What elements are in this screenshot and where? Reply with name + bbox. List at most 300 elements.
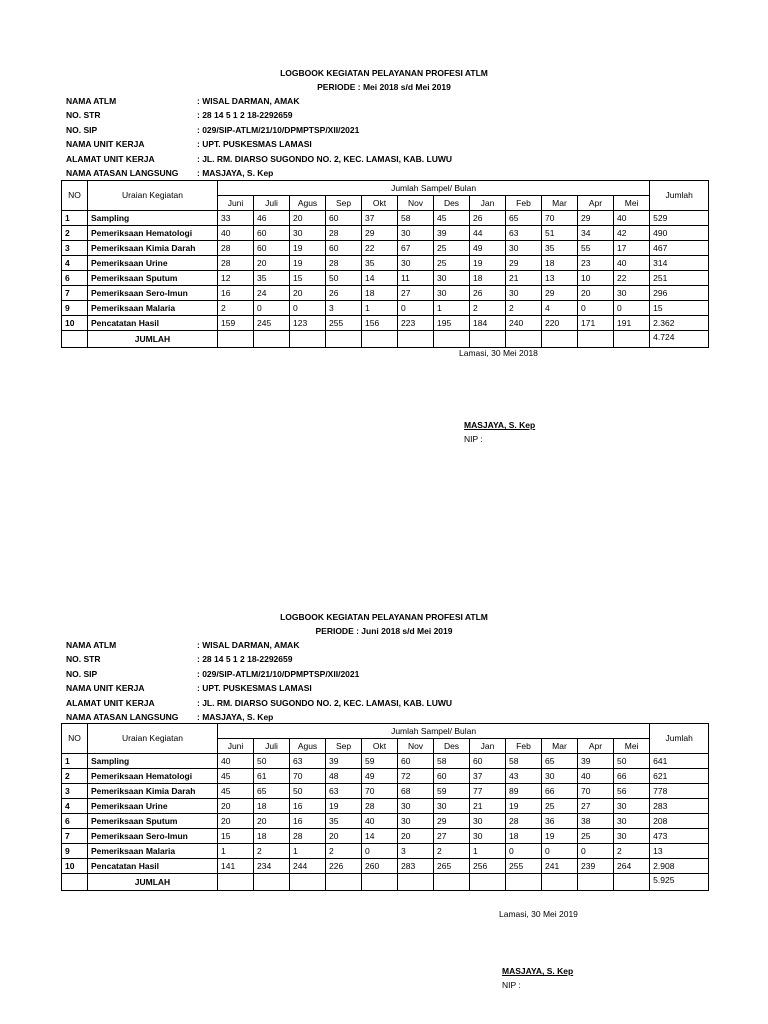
total-empty	[542, 874, 578, 891]
month-value: 20	[290, 286, 326, 301]
signer-name: MASJAYA, S. Kep	[502, 966, 574, 976]
info-value: : UPT. PUSKESMAS LAMASI	[197, 139, 312, 150]
total-empty	[290, 874, 326, 891]
header-jumlah-sampel: Jumlah Sampel/ Bulan	[218, 724, 650, 739]
month-value: 49	[362, 769, 398, 784]
header-jumlah: Jumlah	[650, 724, 709, 754]
month-value: 25	[542, 799, 578, 814]
total-empty	[578, 331, 614, 348]
month-value: 255	[326, 316, 362, 331]
month-value: 39	[326, 754, 362, 769]
month-value: 28	[326, 256, 362, 271]
month-value: 2	[614, 844, 650, 859]
month-value: 2	[470, 301, 506, 316]
info-value: : MASJAYA, S. Kep	[197, 168, 274, 178]
total-empty	[326, 331, 362, 348]
row-total: 2.908	[650, 859, 709, 874]
row-number: 10	[62, 316, 88, 331]
month-value: 20	[290, 211, 326, 226]
row-total: 283	[650, 799, 709, 814]
month-value: 30	[398, 226, 434, 241]
row-total: 314	[650, 256, 709, 271]
month-value: 28	[326, 226, 362, 241]
signature-place-date: Lamasi, 30 Mei 2018	[459, 348, 538, 358]
month-value: 70	[542, 211, 578, 226]
month-value: 241	[542, 859, 578, 874]
total-empty	[398, 331, 434, 348]
month-value: 28	[290, 829, 326, 844]
month-value: 35	[254, 271, 290, 286]
month-value: 20	[326, 829, 362, 844]
month-value: 63	[506, 226, 542, 241]
month-value: 4	[542, 301, 578, 316]
month-value: 240	[506, 316, 542, 331]
month-value: 36	[542, 814, 578, 829]
month-value: 1	[434, 301, 470, 316]
row-activity: Pemeriksaan Hematologi	[88, 226, 218, 241]
month-value: 70	[362, 784, 398, 799]
month-value: 50	[290, 784, 326, 799]
month-value: 159	[218, 316, 254, 331]
info-row	[66, 669, 359, 679]
month-value: 40	[218, 226, 254, 241]
month-value: 3	[326, 301, 362, 316]
month-value: 234	[254, 859, 290, 874]
month-value: 63	[290, 754, 326, 769]
header-no: NO	[62, 181, 88, 211]
month-value: 19	[506, 799, 542, 814]
info-value: : 28 14 5 1 2 18-2292659	[197, 110, 293, 121]
month-value: 58	[506, 754, 542, 769]
month-value: 40	[362, 814, 398, 829]
table-row	[62, 754, 709, 769]
month-value: 18	[362, 286, 398, 301]
row-total: 529	[650, 211, 709, 226]
total-empty	[470, 874, 506, 891]
total-empty	[254, 874, 290, 891]
total-empty	[506, 331, 542, 348]
row-activity: Pemeriksaan Sero-Imun	[88, 286, 218, 301]
month-header: Jan	[470, 739, 506, 754]
total-label: JUMLAH	[88, 331, 218, 348]
month-value: 58	[434, 754, 470, 769]
table-row	[62, 814, 709, 829]
signer-nip: NIP :	[464, 434, 483, 444]
month-value: 18	[254, 799, 290, 814]
total-empty	[62, 331, 88, 348]
month-value: 26	[470, 286, 506, 301]
month-value: 67	[398, 241, 434, 256]
table-row	[62, 784, 709, 799]
month-value: 30	[470, 814, 506, 829]
info-value: : 28 14 5 1 2 18-2292659	[197, 654, 293, 665]
month-value: 45	[218, 769, 254, 784]
total-empty	[542, 331, 578, 348]
month-header: Agus	[290, 196, 326, 211]
month-value: 2	[254, 844, 290, 859]
row-number: 1	[62, 754, 88, 769]
month-value: 19	[326, 799, 362, 814]
month-value: 61	[254, 769, 290, 784]
info-value: : WISAL DARMAN, AMAK	[197, 96, 300, 106]
month-header: Juli	[254, 196, 290, 211]
row-number: 3	[62, 241, 88, 256]
month-value: 65	[254, 784, 290, 799]
row-activity: Pemeriksaan Sputum	[88, 271, 218, 286]
month-value: 30	[434, 271, 470, 286]
month-value: 44	[470, 226, 506, 241]
row-number: 10	[62, 859, 88, 874]
month-header: Mar	[542, 196, 578, 211]
month-value: 30	[398, 814, 434, 829]
info-value: : 029/SIP-ATLM/21/10/DPMPTSP/XII/2021	[197, 124, 360, 135]
header-jumlah: Jumlah	[650, 181, 709, 211]
month-value: 60	[434, 769, 470, 784]
month-value: 0	[290, 301, 326, 316]
month-value: 59	[434, 784, 470, 799]
month-value: 1	[362, 301, 398, 316]
month-value: 30	[614, 814, 650, 829]
table-row	[62, 316, 709, 331]
header-jumlah-sampel: Jumlah Sampel/ Bulan	[218, 181, 650, 196]
month-value: 60	[470, 754, 506, 769]
month-value: 0	[542, 844, 578, 859]
month-value: 2	[218, 301, 254, 316]
row-activity: Pemeriksaan Sero-Imun	[88, 829, 218, 844]
row-activity: Pemeriksaan Malaria	[88, 301, 218, 316]
total-empty	[362, 331, 398, 348]
month-value: 11	[398, 271, 434, 286]
month-value: 171	[578, 316, 614, 331]
month-header: Juli	[254, 739, 290, 754]
month-value: 24	[254, 286, 290, 301]
month-value: 195	[434, 316, 470, 331]
info-row	[66, 125, 359, 135]
month-value: 30	[542, 769, 578, 784]
month-value: 18	[254, 829, 290, 844]
total-label: JUMLAH	[88, 874, 218, 891]
month-value: 30	[434, 286, 470, 301]
total-row	[62, 874, 709, 891]
month-value: 30	[614, 799, 650, 814]
month-value: 264	[614, 859, 650, 874]
month-value: 1	[290, 844, 326, 859]
row-number: 2	[62, 226, 88, 241]
table-row	[62, 241, 709, 256]
grand-total: 4.724	[650, 331, 709, 348]
month-value: 37	[362, 211, 398, 226]
signer-nip: NIP :	[502, 980, 521, 990]
table-row	[62, 769, 709, 784]
info-value: : UPT. PUSKESMAS LAMASI	[197, 683, 312, 694]
month-value: 239	[578, 859, 614, 874]
month-value: 22	[362, 241, 398, 256]
month-value: 40	[578, 769, 614, 784]
month-value: 20	[218, 799, 254, 814]
month-value: 33	[218, 211, 254, 226]
month-value: 27	[434, 829, 470, 844]
row-total: 15	[650, 301, 709, 316]
month-value: 22	[614, 271, 650, 286]
month-value: 0	[614, 301, 650, 316]
info-label: NAMA ATASAN LANGSUNG	[66, 168, 179, 178]
grand-total: 5.925	[650, 874, 709, 891]
month-header: Mei	[614, 739, 650, 754]
info-row	[66, 139, 312, 149]
month-value: 60	[254, 241, 290, 256]
info-label: NO. STR	[66, 654, 101, 665]
month-value: 18	[542, 256, 578, 271]
logbook-period: PERIODE : Mei 2018 s/d Mei 2019	[317, 82, 451, 92]
month-header: Nov	[398, 739, 434, 754]
month-value: 30	[398, 799, 434, 814]
month-value: 60	[254, 226, 290, 241]
month-header: Nov	[398, 196, 434, 211]
month-header: Agus	[290, 739, 326, 754]
month-value: 256	[470, 859, 506, 874]
month-header: Apr	[578, 739, 614, 754]
month-value: 20	[254, 814, 290, 829]
month-value: 13	[542, 271, 578, 286]
table-row	[62, 829, 709, 844]
row-total: 2.362	[650, 316, 709, 331]
row-activity: Pemeriksaan Kimia Darah	[88, 784, 218, 799]
month-value: 2	[326, 844, 362, 859]
row-activity: Pemeriksaan Sputum	[88, 814, 218, 829]
row-number: 1	[62, 211, 88, 226]
row-number: 2	[62, 769, 88, 784]
total-empty	[578, 874, 614, 891]
table-row	[62, 844, 709, 859]
header-row	[62, 724, 709, 739]
month-value: 19	[542, 829, 578, 844]
total-empty	[290, 331, 326, 348]
month-value: 14	[362, 271, 398, 286]
table-row	[62, 286, 709, 301]
month-value: 65	[506, 211, 542, 226]
month-value: 255	[506, 859, 542, 874]
info-label: NO. SIP	[66, 668, 98, 679]
month-value: 0	[578, 301, 614, 316]
info-row	[66, 96, 299, 106]
table-row	[62, 859, 709, 874]
month-value: 0	[506, 844, 542, 859]
month-value: 220	[542, 316, 578, 331]
month-value: 58	[398, 211, 434, 226]
month-value: 30	[614, 829, 650, 844]
month-value: 2	[506, 301, 542, 316]
month-value: 30	[398, 256, 434, 271]
month-value: 60	[398, 754, 434, 769]
month-value: 0	[398, 301, 434, 316]
total-empty	[614, 874, 650, 891]
month-value: 25	[578, 829, 614, 844]
month-value: 29	[578, 211, 614, 226]
row-total: 641	[650, 754, 709, 769]
month-value: 40	[614, 256, 650, 271]
row-number: 9	[62, 844, 88, 859]
month-header: Feb	[506, 739, 542, 754]
month-value: 156	[362, 316, 398, 331]
month-value: 68	[398, 784, 434, 799]
month-value: 29	[542, 286, 578, 301]
total-empty	[326, 874, 362, 891]
month-value: 50	[326, 271, 362, 286]
month-value: 48	[326, 769, 362, 784]
month-value: 14	[362, 829, 398, 844]
header-uraian: Uraian Kegiatan	[88, 724, 218, 754]
row-total: 778	[650, 784, 709, 799]
signer-name: MASJAYA, S. Kep	[464, 420, 536, 430]
month-value: 1	[470, 844, 506, 859]
total-empty	[62, 874, 88, 891]
info-label: NAMA UNIT KERJA	[66, 139, 145, 150]
month-value: 0	[254, 301, 290, 316]
row-activity: Pencatatan Hasil	[88, 316, 218, 331]
month-value: 16	[218, 286, 254, 301]
month-value: 21	[470, 799, 506, 814]
row-number: 4	[62, 799, 88, 814]
month-value: 25	[434, 256, 470, 271]
info-label: NO. STR	[66, 110, 101, 121]
month-value: 25	[434, 241, 470, 256]
header-row	[62, 181, 709, 196]
month-value: 283	[398, 859, 434, 874]
row-number: 9	[62, 301, 88, 316]
month-header: Mei	[614, 196, 650, 211]
logbook-table	[61, 180, 709, 348]
month-value: 89	[506, 784, 542, 799]
info-value: : JL. RM. DIARSO SUGONDO NO. 2, KEC. LAMASI, KAB. LUWU	[197, 153, 453, 164]
month-value: 20	[254, 256, 290, 271]
month-value: 46	[254, 211, 290, 226]
month-value: 27	[578, 799, 614, 814]
info-row	[66, 683, 312, 693]
month-value: 35	[326, 814, 362, 829]
row-activity: Sampling	[88, 211, 218, 226]
info-value: : JL. RM. DIARSO SUGONDO NO. 2, KEC. LAMASI, KAB. LUWU	[197, 697, 453, 708]
month-value: 10	[578, 271, 614, 286]
month-header: Des	[434, 739, 470, 754]
month-value: 20	[218, 814, 254, 829]
row-activity: Pemeriksaan Urine	[88, 256, 218, 271]
month-value: 39	[578, 754, 614, 769]
month-value: 226	[326, 859, 362, 874]
month-value: 18	[470, 271, 506, 286]
month-value: 223	[398, 316, 434, 331]
row-activity: Sampling	[88, 754, 218, 769]
row-activity: Pemeriksaan Malaria	[88, 844, 218, 859]
month-value: 3	[398, 844, 434, 859]
month-value: 39	[434, 226, 470, 241]
info-value: : MASJAYA, S. Kep	[197, 712, 274, 722]
month-value: 65	[542, 754, 578, 769]
month-value: 28	[218, 241, 254, 256]
month-value: 12	[218, 271, 254, 286]
month-value: 191	[614, 316, 650, 331]
info-label: NAMA ATASAN LANGSUNG	[66, 712, 179, 722]
month-value: 16	[290, 799, 326, 814]
month-value: 70	[290, 769, 326, 784]
month-value: 35	[362, 256, 398, 271]
month-value: 42	[614, 226, 650, 241]
table-row	[62, 256, 709, 271]
month-value: 19	[290, 241, 326, 256]
month-value: 20	[398, 829, 434, 844]
row-number: 7	[62, 286, 88, 301]
month-header: Okt	[362, 739, 398, 754]
month-value: 244	[290, 859, 326, 874]
month-value: 16	[290, 814, 326, 829]
month-value: 29	[362, 226, 398, 241]
info-label: NAMA UNIT KERJA	[66, 683, 145, 694]
month-value: 245	[254, 316, 290, 331]
month-header: Juni	[218, 739, 254, 754]
info-row	[66, 712, 273, 722]
month-value: 20	[578, 286, 614, 301]
total-empty	[470, 331, 506, 348]
row-activity: Pencatatan Hasil	[88, 859, 218, 874]
month-value: 70	[578, 784, 614, 799]
row-activity: Pemeriksaan Urine	[88, 799, 218, 814]
info-label: NAMA ATLM	[66, 96, 117, 106]
month-value: 60	[326, 241, 362, 256]
info-label: NO. SIP	[66, 124, 98, 135]
month-value: 2	[434, 844, 470, 859]
month-value: 55	[578, 241, 614, 256]
month-value: 28	[506, 814, 542, 829]
row-total: 296	[650, 286, 709, 301]
month-value: 265	[434, 859, 470, 874]
month-value: 66	[614, 769, 650, 784]
total-empty	[506, 874, 542, 891]
row-number: 6	[62, 271, 88, 286]
month-value: 30	[470, 829, 506, 844]
month-value: 40	[614, 211, 650, 226]
info-value: : 029/SIP-ATLM/21/10/DPMPTSP/XII/2021	[197, 668, 360, 679]
month-value: 30	[506, 241, 542, 256]
month-header: Apr	[578, 196, 614, 211]
total-row	[62, 331, 709, 348]
row-total: 251	[650, 271, 709, 286]
month-value: 43	[506, 769, 542, 784]
info-label: ALAMAT UNIT KERJA	[66, 697, 155, 708]
month-value: 63	[326, 784, 362, 799]
info-row	[66, 168, 273, 178]
table-row	[62, 301, 709, 316]
month-value: 26	[326, 286, 362, 301]
header-no: NO	[62, 724, 88, 754]
info-row	[66, 154, 452, 164]
total-empty	[434, 331, 470, 348]
month-header: Okt	[362, 196, 398, 211]
month-value: 26	[470, 211, 506, 226]
row-total: 467	[650, 241, 709, 256]
month-header: Mar	[542, 739, 578, 754]
info-label: NAMA ATLM	[66, 640, 117, 650]
row-number: 3	[62, 784, 88, 799]
month-value: 56	[614, 784, 650, 799]
month-value: 38	[578, 814, 614, 829]
info-label: ALAMAT UNIT KERJA	[66, 153, 155, 164]
header-uraian: Uraian Kegiatan	[88, 181, 218, 211]
month-header: Sep	[326, 739, 362, 754]
total-empty	[614, 331, 650, 348]
total-empty	[218, 874, 254, 891]
logbook-table	[61, 723, 709, 891]
month-value: 49	[470, 241, 506, 256]
month-value: 29	[506, 256, 542, 271]
